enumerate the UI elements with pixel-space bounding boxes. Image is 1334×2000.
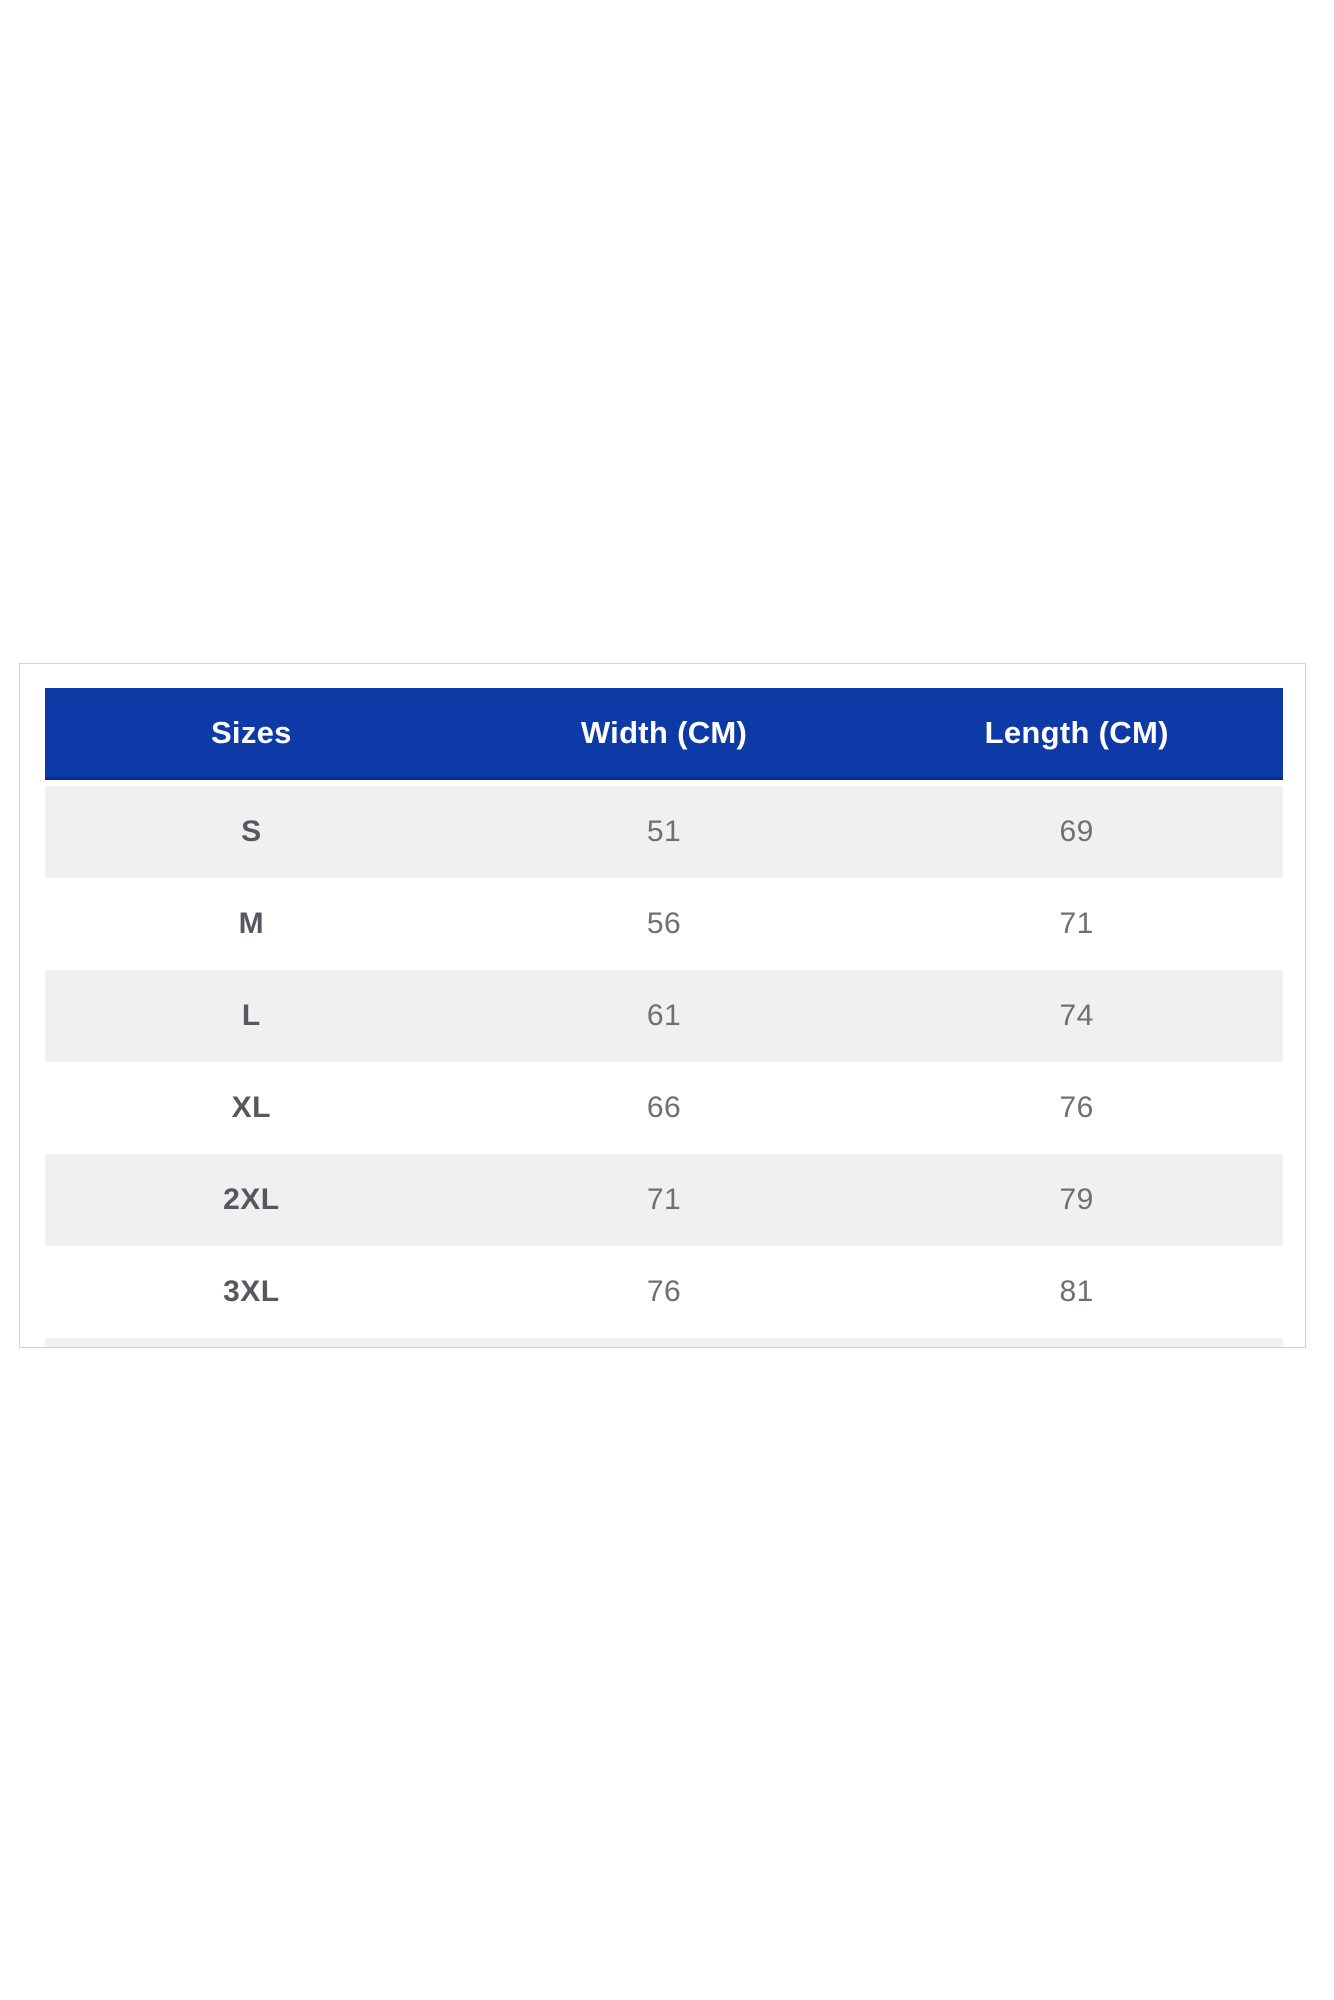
length-cell: 79 (1059, 1183, 1094, 1216)
table-row-partial-clipped (45, 1338, 1283, 1348)
width-cell: 66 (646, 1091, 682, 1124)
size-chart-card (19, 663, 1306, 1348)
length-cell: 69 (1059, 815, 1094, 848)
table-row (45, 786, 1283, 878)
size-cell: L (241, 999, 261, 1032)
size-chart-table (45, 688, 1283, 1348)
table-row (45, 970, 1283, 1062)
header-cell-length: Length (CM) (984, 715, 1169, 750)
width-cell: 61 (646, 999, 682, 1032)
size-cell: XL (231, 1091, 271, 1124)
size-cell: 3XL (223, 1275, 280, 1308)
size-cell: 2XL (223, 1183, 280, 1216)
length-cell: 76 (1059, 1091, 1094, 1124)
table-row (45, 1246, 1283, 1338)
table-row (45, 1154, 1283, 1246)
header-cell-sizes: Sizes (210, 715, 292, 750)
width-cell: 56 (646, 907, 682, 940)
width-cell: 71 (646, 1183, 682, 1216)
length-cell: 74 (1059, 999, 1094, 1032)
width-cell: 51 (646, 815, 682, 848)
table-row (45, 1062, 1283, 1154)
size-cell: M (238, 907, 265, 940)
length-cell: 71 (1059, 907, 1094, 940)
size-cell: S (241, 815, 262, 848)
header-cell-width: Width (CM) (580, 715, 748, 750)
length-cell: 81 (1059, 1275, 1094, 1308)
width-cell: 76 (646, 1275, 682, 1308)
table-header-row (45, 688, 1283, 780)
table-row (45, 878, 1283, 970)
